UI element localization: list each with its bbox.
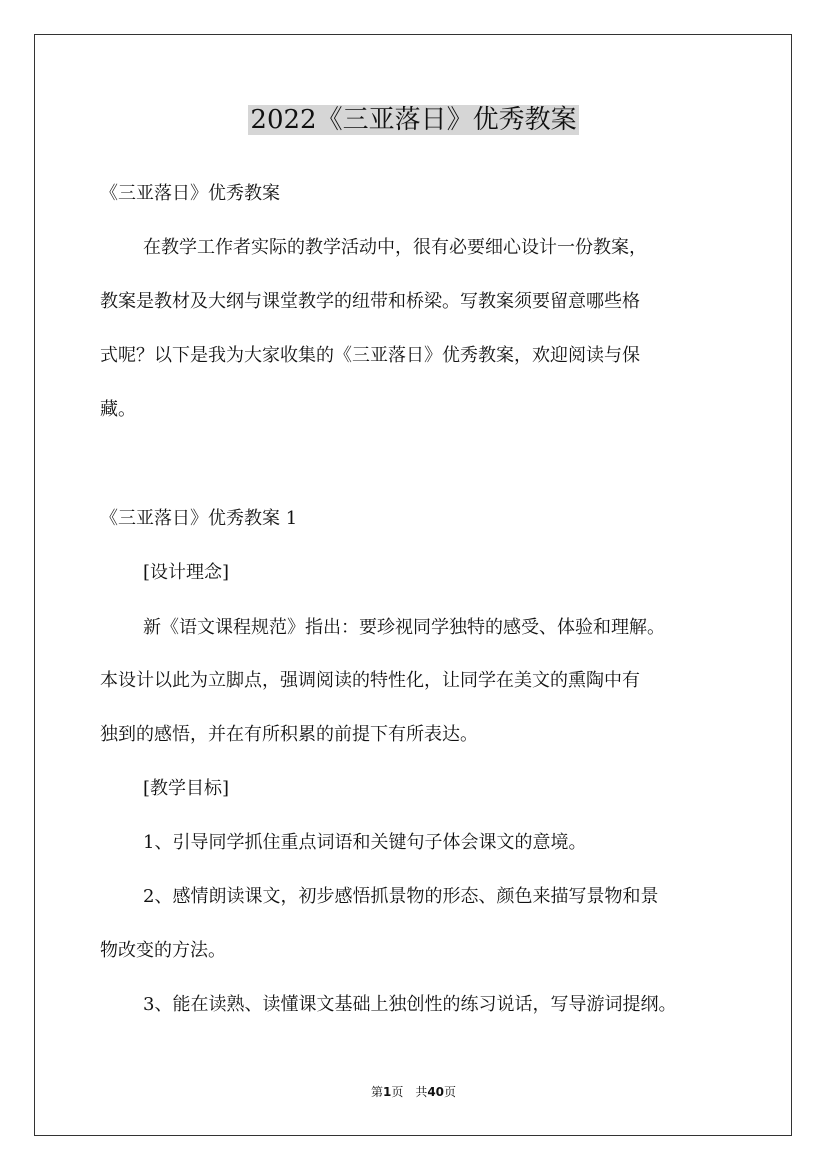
page-total: 40: [427, 1085, 445, 1099]
design-line: 新《语文课程规范》指出：要珍视同学独特的感受、体验和理解。: [143, 617, 665, 638]
design-line: 本设计以此为立脚点，强调阅读的特性化，让同学在美文的熏陶中有: [100, 670, 640, 691]
goals-label: [教学目标]: [143, 778, 230, 799]
goal-line: 物改变的方法。: [100, 940, 226, 961]
document-subtitle: 《三亚落日》优秀教案: [100, 183, 280, 204]
section-heading: 《三亚落日》优秀教案 1: [100, 508, 298, 529]
intro-line: 在教学工作者实际的教学活动中，很有必要细心设计一份教案，: [143, 237, 647, 258]
goal-line: 2、感情朗读课文，初步感悟抓景物的形态、颜色来描写景物和景: [143, 886, 659, 907]
intro-line: 教案是教材及大纲与课堂教学的纽带和桥梁。写教案须要留意哪些格: [100, 291, 640, 312]
page-footer: [0, 1083, 827, 1101]
intro-line: 式呢？以下是我为大家收集的《三亚落日》优秀教案，欢迎阅读与保: [100, 345, 640, 366]
page-current: 1: [382, 1085, 392, 1099]
goal-line: 1、引导同学抓住重点词语和关键句子体会课文的意境。: [143, 832, 587, 853]
goal-line: 3、能在读熟、读懂课文基础上独创性的练习说话，写导游词提纲。: [143, 994, 677, 1015]
design-label: [设计理念]: [143, 562, 230, 583]
intro-line: 藏。: [100, 399, 136, 420]
page-prefix: 第: [370, 1085, 383, 1099]
page-mid: 页 共: [391, 1085, 428, 1099]
page-suffix: 页: [444, 1085, 457, 1099]
design-line: 独到的感悟，并在有所积累的前提下有所表达。: [100, 724, 478, 745]
document-title: [0, 100, 827, 140]
document-title-text: 2022《三亚落日》优秀教案: [250, 105, 577, 135]
